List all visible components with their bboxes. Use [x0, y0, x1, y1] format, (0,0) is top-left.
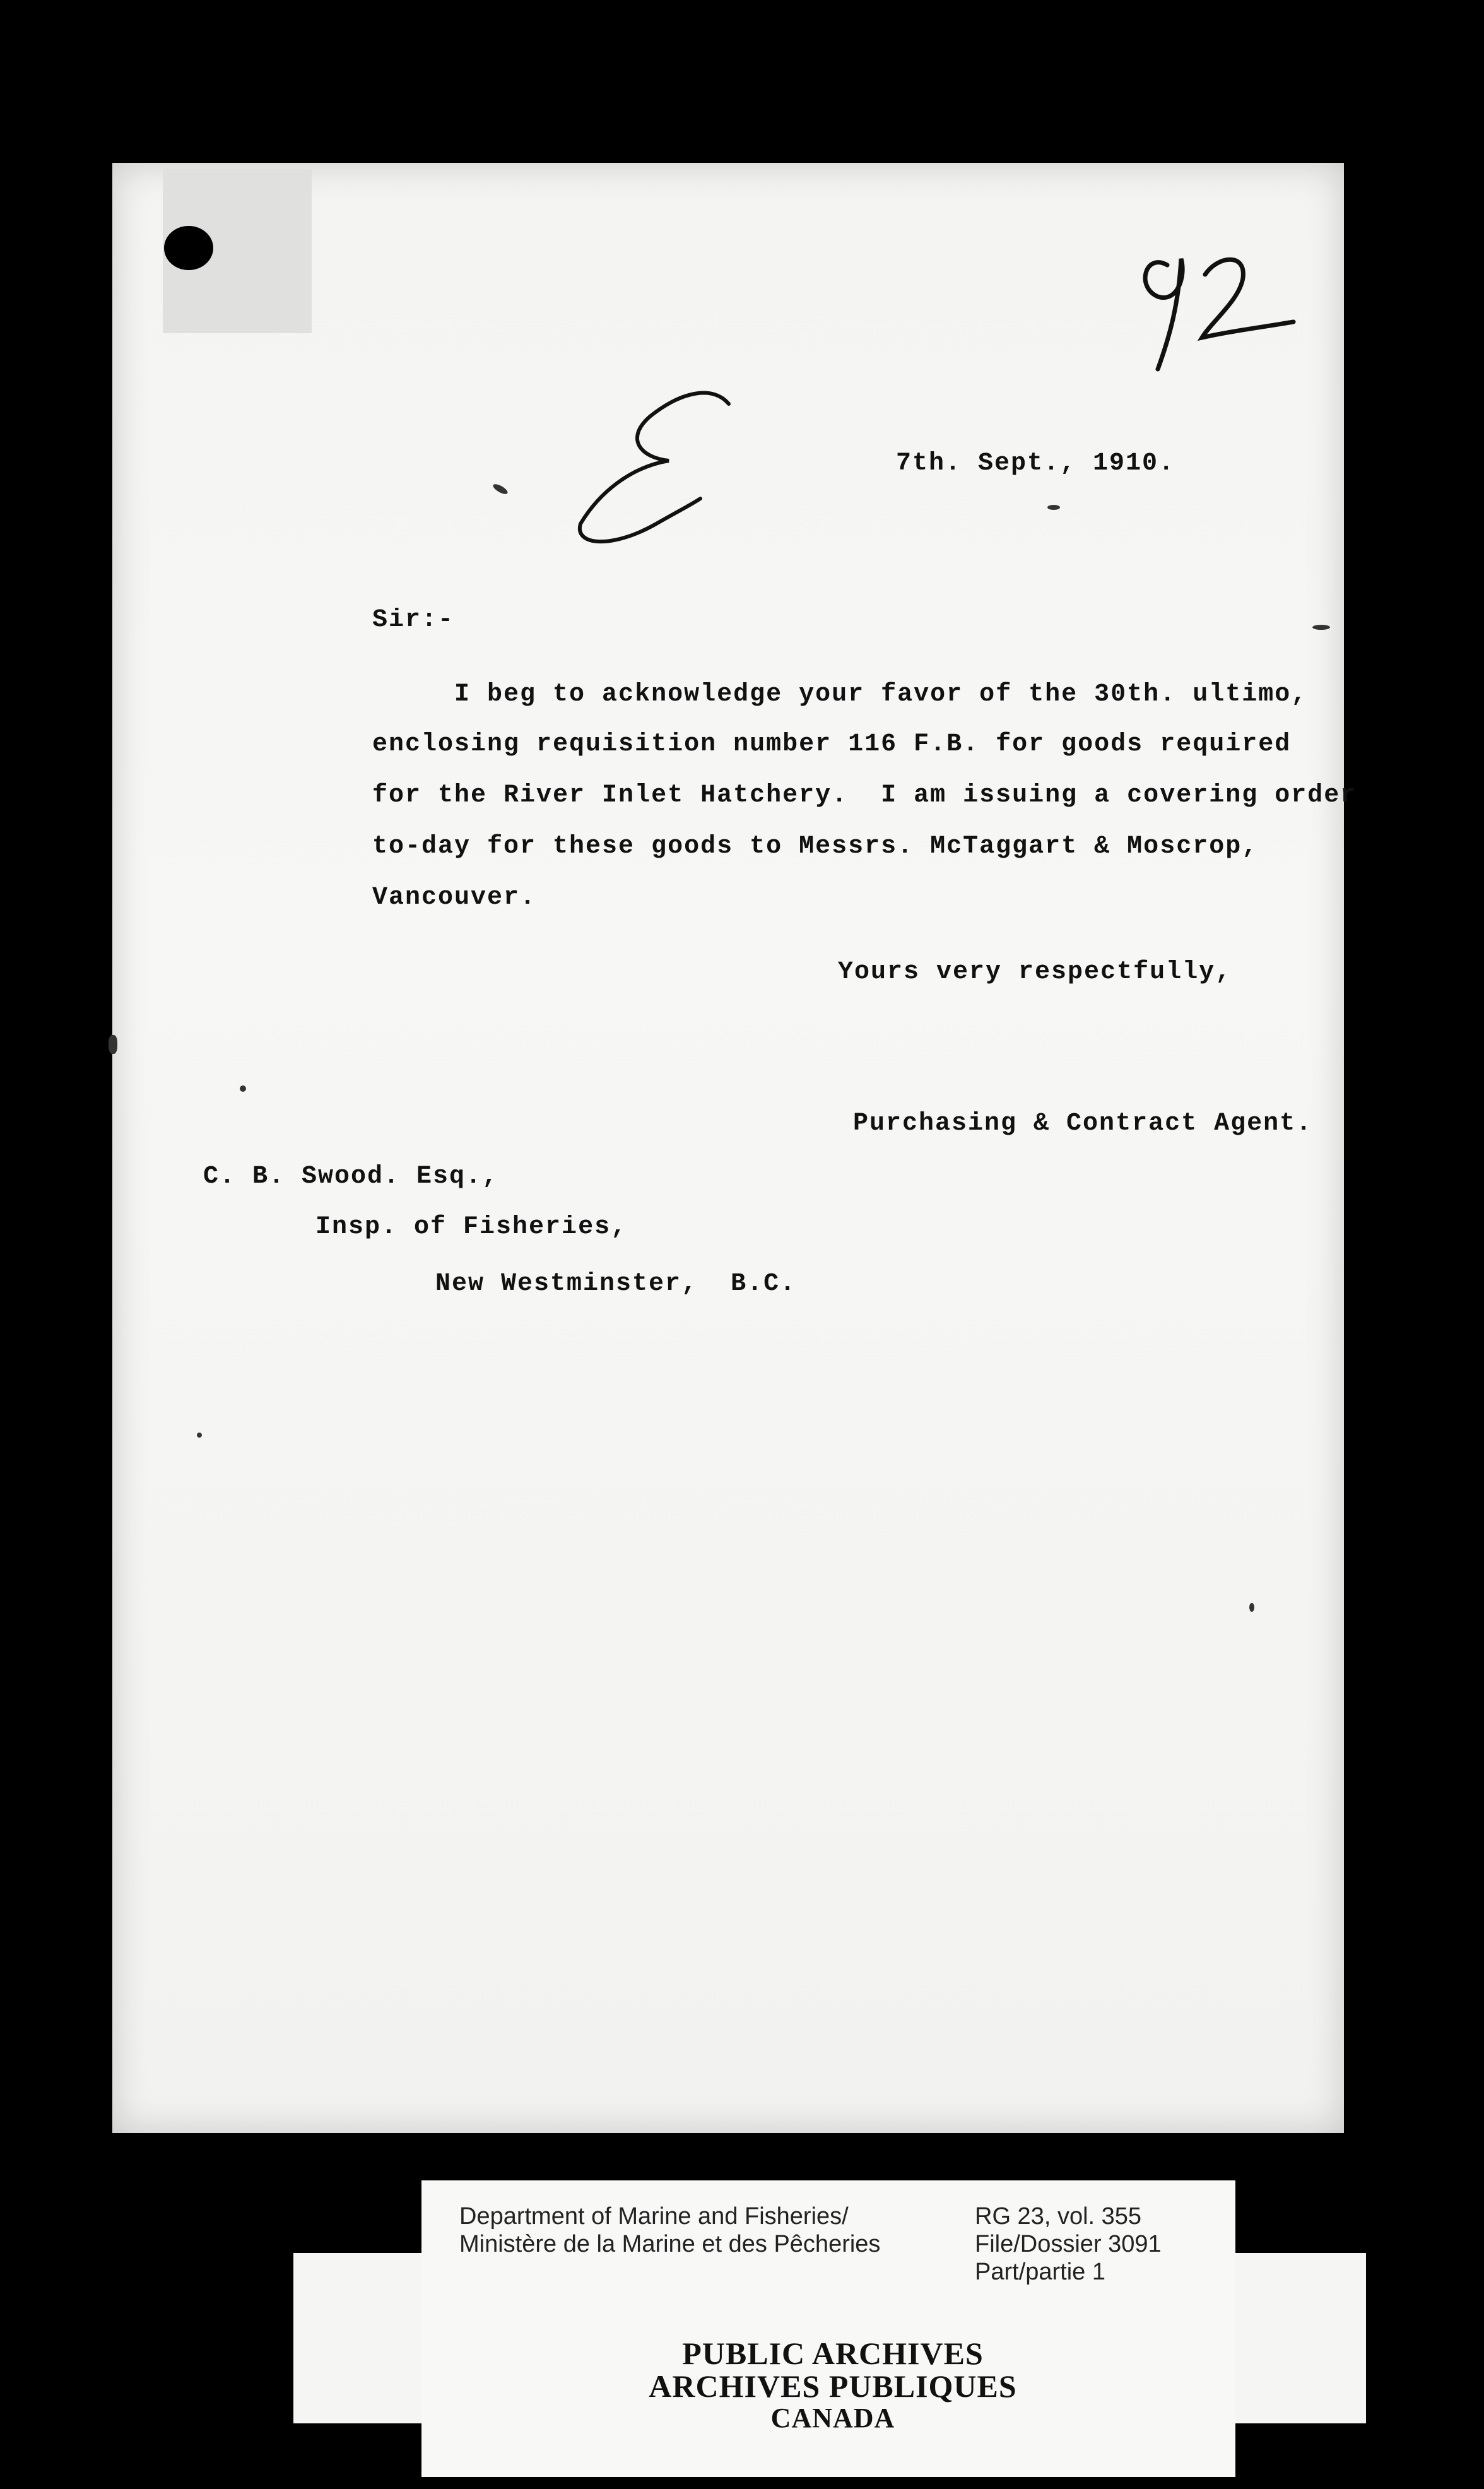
label-reference-rg: RG 23, vol. 355 — [975, 2203, 1142, 2230]
archives-stamp-line-1: PUBLIC ARCHIVES — [682, 2336, 984, 2371]
signature-title: Purchasing & Contract Agent. — [853, 1109, 1313, 1138]
body-line-2: enclosing requisition number 116 F.B. for goods required — [372, 730, 1292, 759]
letter-date: 7th. Sept., 1910. — [896, 449, 1175, 478]
handwritten-e-mark — [555, 379, 745, 568]
addressee-name: C. B. Swood. Esq., — [203, 1162, 499, 1191]
closing: Yours very respectfully, — [838, 958, 1232, 986]
handwritten-page-number — [1123, 227, 1312, 379]
label-reference-part: Part/partie 1 — [975, 2259, 1105, 2285]
punch-hole — [164, 226, 213, 270]
label-reference-file: File/Dossier 3091 — [975, 2231, 1162, 2257]
archives-stamp-line-3: CANADA — [770, 2403, 895, 2433]
body-line-4: to-day for these goods to Messrs. McTaggart & Moscrop, — [372, 832, 1259, 861]
body-line-5: Vancouver. — [372, 884, 537, 912]
addressee-location: New Westminster, B.C. — [435, 1270, 797, 1298]
salutation: Sir:- — [372, 606, 455, 634]
label-department-en: Department of Marine and Fisheries/ — [459, 2203, 849, 2230]
body-line-1: I beg to acknowledge your favor of the 30th. ultimo, — [372, 680, 1308, 709]
addressee-title: Insp. of Fisheries, — [315, 1213, 628, 1241]
body-line-3: for the River Inlet Hatchery. I am issuing a covering order — [372, 781, 1357, 810]
label-department-fr: Ministère de la Marine et des Pêcheries — [459, 2231, 881, 2257]
archives-stamp-line-2: ARCHIVES PUBLIQUES — [649, 2368, 1017, 2404]
